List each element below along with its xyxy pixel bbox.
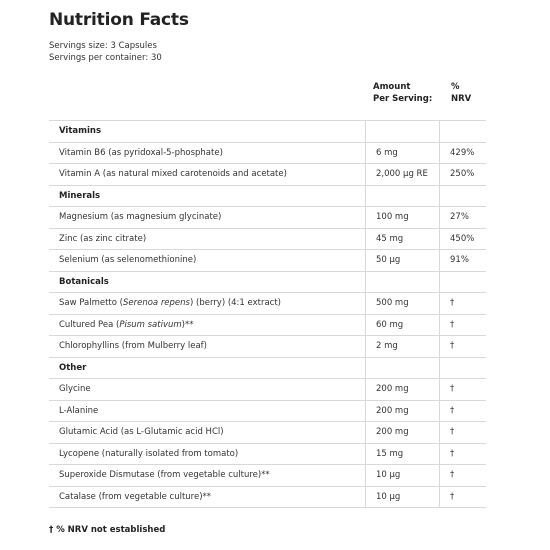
nutrient-name <box>49 314 366 336</box>
nutrient-name: L-Alanine <box>49 400 366 422</box>
nrv-percent: † <box>440 400 487 422</box>
table-row <box>49 293 486 315</box>
amount-per-serving: 6 mg <box>366 142 440 164</box>
section-heading: Botanicals <box>49 271 366 293</box>
nrv-percent: † <box>440 443 487 465</box>
amount-header-line2: Per Serving: <box>373 94 433 104</box>
nutrient-name: Glycine <box>49 379 366 401</box>
nrv-percent: † <box>440 465 487 487</box>
section-row <box>49 271 486 293</box>
table-row <box>49 207 486 229</box>
amount-per-serving: 100 mg <box>366 207 440 229</box>
nutrient-latin-name: Pisum sativum <box>119 319 182 330</box>
nrv-percent: † <box>440 486 487 508</box>
nrv-percent: 429% <box>440 142 487 164</box>
amount-per-serving: 45 mg <box>366 228 440 250</box>
nrv-percent: † <box>440 314 487 336</box>
nutrition-table-body <box>49 121 486 508</box>
nrv-percent: † <box>440 422 487 444</box>
amount-per-serving: 200 mg <box>366 400 440 422</box>
table-row <box>49 228 486 250</box>
nutrient-name-part: Saw Palmetto ( <box>59 298 123 309</box>
nutrient-name: Catalase (from vegetable culture)** <box>49 486 366 508</box>
nutrient-name: Superoxide Dismutase (from vegetable culture)** <box>49 465 366 487</box>
table-row <box>49 250 486 272</box>
section-row <box>49 121 486 143</box>
nutrient-name: Vitamin A (as natural mixed carotenoids and acetate) <box>49 164 366 186</box>
table-row <box>49 336 486 358</box>
nutrient-name: Lycopene (naturally isolated from tomato) <box>49 443 366 465</box>
nutrient-name-part: )** <box>181 319 194 330</box>
section-row <box>49 357 486 379</box>
nrv-percent: † <box>440 379 487 401</box>
table-row <box>49 443 486 465</box>
section-heading: Minerals <box>49 185 366 207</box>
table-row <box>49 142 486 164</box>
servings-info <box>49 40 162 64</box>
section-heading: Other <box>49 357 366 379</box>
table-row <box>49 400 486 422</box>
section-row <box>49 185 486 207</box>
table-row <box>49 422 486 444</box>
serving-size: Servings size: 3 Capsules <box>49 41 157 51</box>
nrv-percent: 450% <box>440 228 487 250</box>
table-row <box>49 379 486 401</box>
nrv-header-line1: % <box>451 82 460 92</box>
table-row <box>49 314 486 336</box>
amount-per-serving: 50 µg <box>366 250 440 272</box>
footnote: † % NRV not established <box>49 525 166 535</box>
nutrient-name: Zinc (as zinc citrate) <box>49 228 366 250</box>
amount-per-serving: 2 mg <box>366 336 440 358</box>
nutrient-name-part: ) (berry) (4:1 extract) <box>189 298 281 309</box>
nrv-percent: † <box>440 336 487 358</box>
nutrient-latin-name: Serenoa repens <box>122 298 190 309</box>
nrv-column-header <box>451 81 471 105</box>
nutrient-name: Glutamic Acid (as L-Glutamic acid HCl) <box>49 422 366 444</box>
section-heading: Vitamins <box>49 121 366 143</box>
amount-column-header <box>373 81 432 105</box>
nutrient-name: Magnesium (as magnesium glycinate) <box>49 207 366 229</box>
amount-per-serving: 10 µg <box>366 486 440 508</box>
amount-per-serving: 60 mg <box>366 314 440 336</box>
page-title: Nutrition Facts <box>49 10 189 30</box>
nrv-percent: 91% <box>440 250 487 272</box>
nrv-percent: † <box>440 293 487 315</box>
nutrient-name: Chlorophyllins (from Mulberry leaf) <box>49 336 366 358</box>
table-row <box>49 164 486 186</box>
nutrition-table <box>49 120 486 508</box>
nutrient-name-part: Cultured Pea ( <box>59 319 120 330</box>
nutrient-name <box>49 293 366 315</box>
nutrient-name: Vitamin B6 (as pyridoxal-5-phosphate) <box>49 142 366 164</box>
amount-per-serving: 200 mg <box>366 422 440 444</box>
amount-per-serving: 10 µg <box>366 465 440 487</box>
nrv-percent: 250% <box>440 164 487 186</box>
nrv-header-line2: NRV <box>451 94 472 104</box>
amount-per-serving: 15 mg <box>366 443 440 465</box>
amount-per-serving: 500 mg <box>366 293 440 315</box>
amount-header-line1: Amount <box>373 82 411 92</box>
servings-per-container: Servings per container: 30 <box>49 53 162 63</box>
table-row <box>49 465 486 487</box>
nrv-percent: 27% <box>440 207 487 229</box>
amount-per-serving: 200 mg <box>366 379 440 401</box>
nutrient-name: Selenium (as selenomethionine) <box>49 250 366 272</box>
amount-per-serving: 2,000 µg RE <box>366 164 440 186</box>
table-row <box>49 486 486 508</box>
